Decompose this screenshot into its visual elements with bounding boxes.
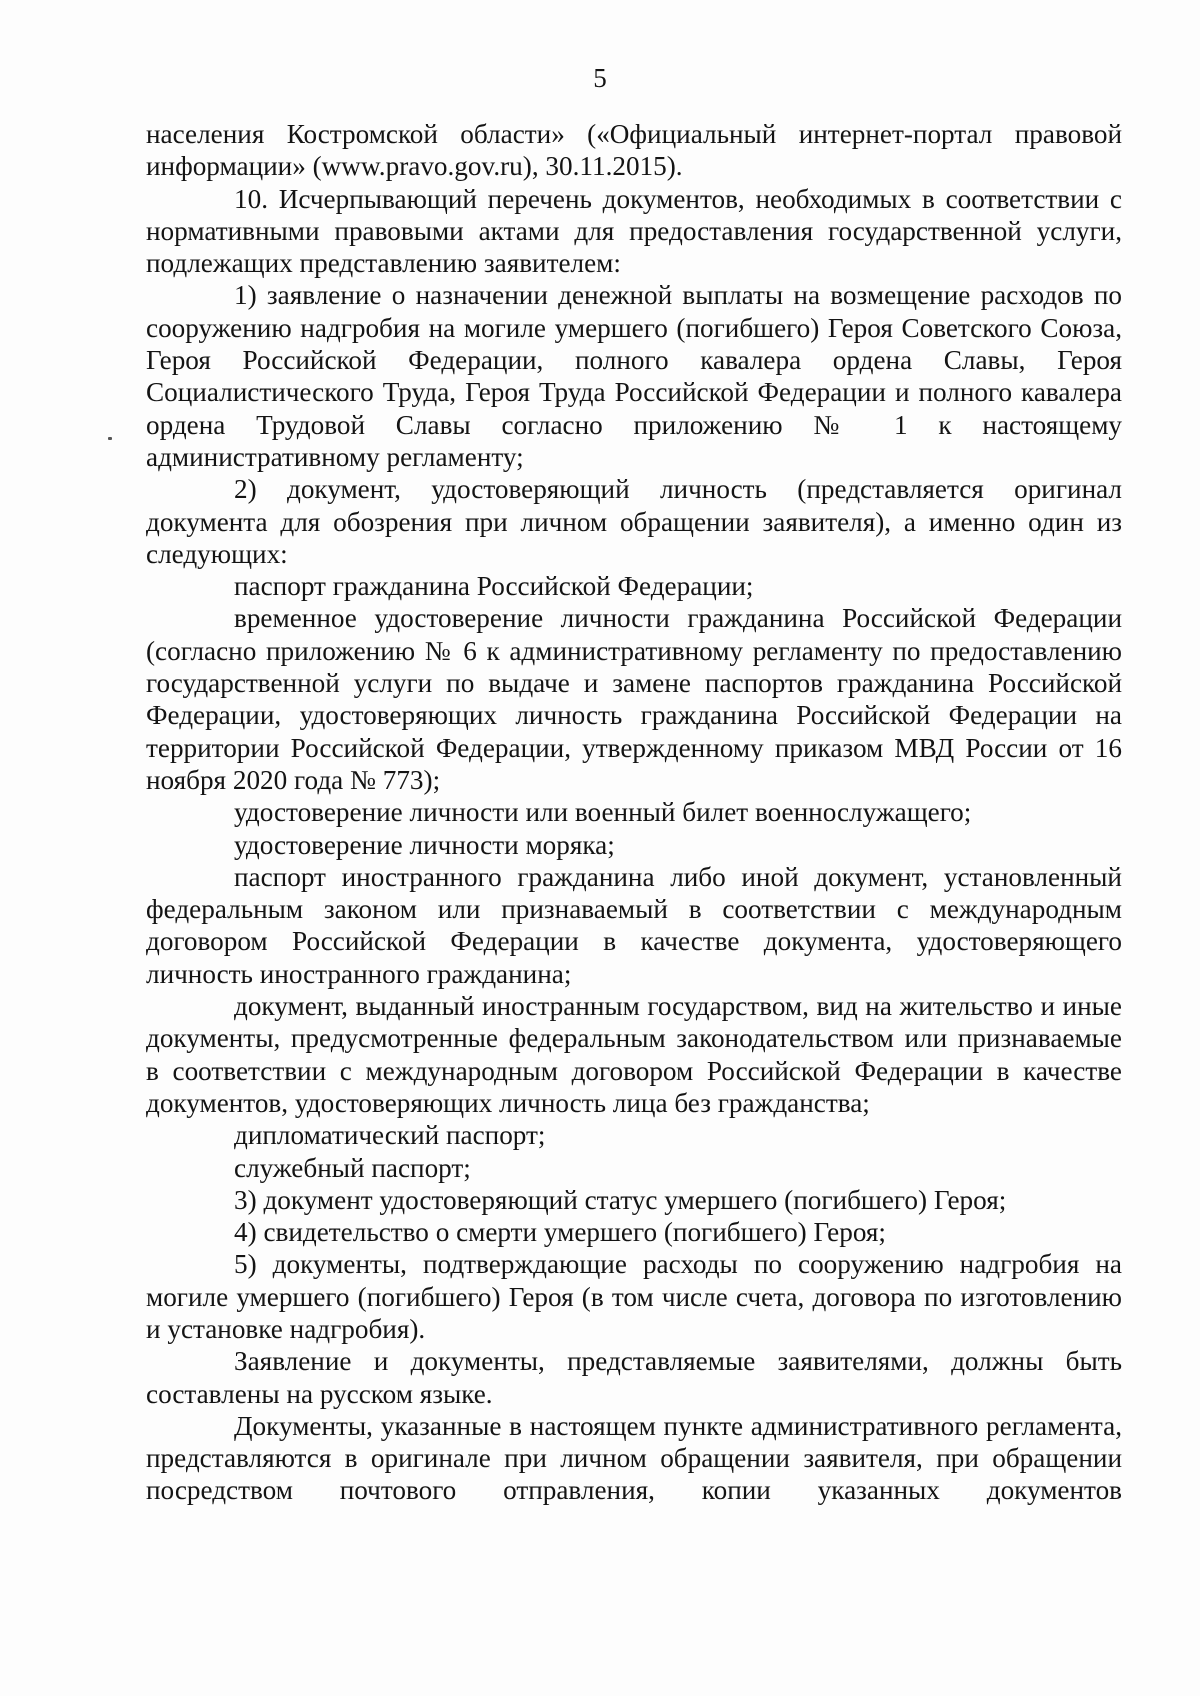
- paragraph-temporary-id: временное удостоверение личности гражданина Российской Федерации (согласно приложению № 6 к административному регламенту по предоставлению государственной услуги по выдаче и замене паспортов гражданина Российской Федерации, удостоверяющих личность гражданина Российской Федерации на территории Российской Федерации, утвержденному приказом МВД России от 16 ноября 2020 года № 773);: [146, 603, 1122, 795]
- scan-mark: [108, 437, 112, 440]
- paragraph-subitem-1: 1) заявление о назначении денежной выплаты на возмещение расходов по сооружению надгробия на могиле умершего (погибшего) Героя Советского Союза, Героя Российской Федерации, полного кавалера ордена Славы, Героя Социалистического Труда, Героя Труда Российской Федерации и полного кавалера ордена Трудовой Славы согласно приложению № 1 к настоящему административному регламенту;: [146, 280, 1122, 472]
- paragraph-subitem-4: 4) свидетельство о смерти умершего (погибшего) Героя;: [234, 1217, 886, 1248]
- paragraph-service-passport: служебный паспорт;: [234, 1152, 471, 1183]
- paragraph-foreign-passport: паспорт иностранного гражданина либо иной документ, установленный федеральным законом или признаваемый в соответствии с международным договором Российской Федерации в качестве документа, удостоверяющего личность иностранного гражданина;: [146, 861, 1122, 989]
- paragraph-subitem-3: 3) документ удостоверяющий статус умершего (погибшего) Героя;: [234, 1184, 1007, 1215]
- document-body: [146, 118, 1122, 1507]
- paragraph-originals: Документы, указанные в настоящем пункте административного регламента, представляются в оригинале при личном обращении заявителя, при обращении посредством почтового отправления, копии указанных документов: [146, 1410, 1122, 1506]
- page-number: 5: [593, 63, 607, 93]
- paragraph-passport-rf: паспорт гражданина Российской Федерации;: [234, 571, 754, 602]
- paragraph-subitem-5: 5) документы, подтверждающие расходы по сооружению надгробия на могиле умершего (погибшего) Героя (в том числе счета, договора по изготовлению и установке надгробия).: [146, 1249, 1122, 1344]
- paragraph-diplomatic-passport: дипломатический паспорт;: [234, 1120, 546, 1151]
- paragraph-russian-language: Заявление и документы, представляемые заявителями, должны быть составлены на русском языке.: [146, 1346, 1122, 1409]
- paragraph-item-10: 10. Исчерпывающий перечень документов, необходимых в соответствии с нормативными правовыми актами для предоставления государственной услуги, подлежащих представлению заявителем:: [146, 183, 1122, 279]
- paragraph-seaman-id: удостоверение личности моряка;: [234, 829, 615, 860]
- paragraph-source-continuation: населения Костромской области» («Официальный интернет-портал правовой информации» (www.pravo.gov.ru), 30.11.2015).: [146, 119, 1122, 182]
- paragraph-subitem-2: 2) документ, удостоверяющий личность (представляется оригинал документа для обозрения при личном обращении заявителя), а именно один из следующих:: [146, 474, 1122, 569]
- paragraph-military-id: удостоверение личности или военный билет военнослужащего;: [234, 797, 972, 828]
- paragraph-residence-permit: документ, выданный иностранным государством, вид на жительство и иные документы, предусмотренные федеральным законодательством или признаваемые в соответствии с международным договором Российской Федерации в качестве документов, удостоверяющих личность лица без гражданства;: [146, 991, 1122, 1118]
